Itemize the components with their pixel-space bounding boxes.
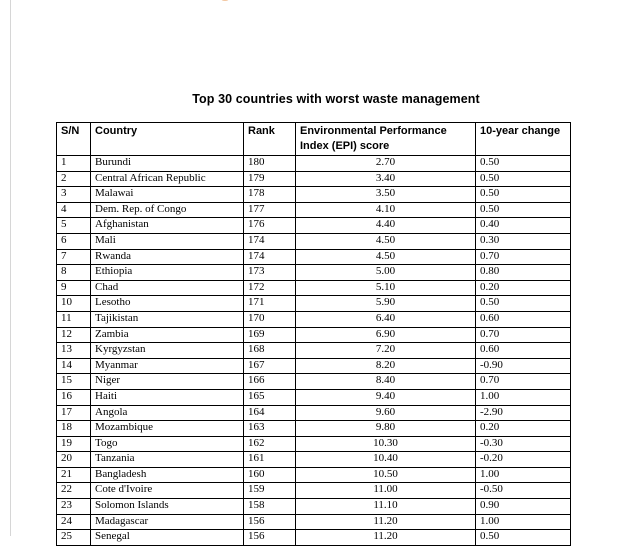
table-row: [57, 327, 571, 343]
cell-country: Lesotho: [91, 296, 244, 312]
cell-sn: 14: [57, 358, 91, 374]
cell-epi-score: 2.70: [296, 156, 476, 172]
cell-rank: 160: [244, 467, 296, 483]
header-country: Country: [91, 123, 244, 156]
cell-country: Dem. Rep. of Congo: [91, 202, 244, 218]
cell-rank: 156: [244, 530, 296, 546]
table-row: [57, 202, 571, 218]
cell-epi-score: 9.40: [296, 389, 476, 405]
cell-epi-score: 4.50: [296, 249, 476, 265]
cell-epi-score: 5.10: [296, 280, 476, 296]
cell-sn: 20: [57, 452, 91, 468]
cell-ten-year-change: 0.60: [476, 343, 571, 359]
cell-ten-year-change: -0.20: [476, 452, 571, 468]
cell-rank: 174: [244, 249, 296, 265]
cell-country: Niger: [91, 374, 244, 390]
cell-ten-year-change: 0.50: [476, 530, 571, 546]
cell-epi-score: 10.30: [296, 436, 476, 452]
cell-epi-score: 11.00: [296, 483, 476, 499]
table-row: [57, 218, 571, 234]
cell-country: Senegal: [91, 530, 244, 546]
cell-sn: 12: [57, 327, 91, 343]
cell-sn: 1: [57, 156, 91, 172]
cell-sn: 7: [57, 249, 91, 265]
table-title: Top 30 countries with worst waste management: [192, 92, 480, 106]
cell-rank: 172: [244, 280, 296, 296]
cell-epi-score: 3.40: [296, 171, 476, 187]
table-row: [57, 389, 571, 405]
cell-sn: 13: [57, 343, 91, 359]
cell-rank: 163: [244, 421, 296, 437]
cell-country: Central African Republic: [91, 171, 244, 187]
cell-sn: 19: [57, 436, 91, 452]
cell-sn: 25: [57, 530, 91, 546]
cell-epi-score: 6.40: [296, 311, 476, 327]
cell-epi-score: 5.90: [296, 296, 476, 312]
table-row: [57, 171, 571, 187]
header-epi-score: Environmental Performance Index (EPI) score: [296, 123, 476, 156]
table-row: [57, 296, 571, 312]
cell-rank: 179: [244, 171, 296, 187]
waste-management-table: [56, 122, 571, 546]
cell-ten-year-change: 0.50: [476, 187, 571, 203]
cell-country: Malawai: [91, 187, 244, 203]
cell-country: Tajikistan: [91, 311, 244, 327]
table-row: [57, 405, 571, 421]
cell-rank: 174: [244, 233, 296, 249]
cell-sn: 24: [57, 514, 91, 530]
table-row: [57, 514, 571, 530]
table-row: [57, 187, 571, 203]
header-rank: Rank: [244, 123, 296, 156]
cell-epi-score: 8.20: [296, 358, 476, 374]
cell-sn: 10: [57, 296, 91, 312]
table-row: [57, 343, 571, 359]
cell-epi-score: 4.50: [296, 233, 476, 249]
cell-ten-year-change: -0.90: [476, 358, 571, 374]
cell-ten-year-change: 0.20: [476, 421, 571, 437]
table-row: [57, 467, 571, 483]
cell-country: Cote d'Ivoire: [91, 483, 244, 499]
cell-rank: 159: [244, 483, 296, 499]
cell-country: Chad: [91, 280, 244, 296]
header-ten-year-change: 10-year change: [476, 123, 571, 156]
cell-ten-year-change: 0.70: [476, 374, 571, 390]
cell-sn: 21: [57, 467, 91, 483]
cell-country: Kyrgyzstan: [91, 343, 244, 359]
cell-ten-year-change: 0.30: [476, 233, 571, 249]
cell-epi-score: 11.20: [296, 514, 476, 530]
cell-ten-year-change: 0.50: [476, 171, 571, 187]
cell-rank: 168: [244, 343, 296, 359]
cell-epi-score: 10.40: [296, 452, 476, 468]
cell-sn: 11: [57, 311, 91, 327]
table-row: [57, 233, 571, 249]
table-row: [57, 483, 571, 499]
cell-rank: 180: [244, 156, 296, 172]
cell-country: Burundi: [91, 156, 244, 172]
cell-ten-year-change: 0.40: [476, 218, 571, 234]
cell-country: Myanmar: [91, 358, 244, 374]
cell-country: Togo: [91, 436, 244, 452]
cell-ten-year-change: 1.00: [476, 389, 571, 405]
table-row: [57, 421, 571, 437]
cell-epi-score: 3.50: [296, 187, 476, 203]
table-header-row: [57, 123, 571, 156]
cell-sn: 3: [57, 187, 91, 203]
cell-ten-year-change: -0.50: [476, 483, 571, 499]
cell-country: Angola: [91, 405, 244, 421]
cell-epi-score: 9.80: [296, 421, 476, 437]
cell-rank: 161: [244, 452, 296, 468]
cell-rank: 167: [244, 358, 296, 374]
cell-country: Mozambique: [91, 421, 244, 437]
cell-country: Tanzania: [91, 452, 244, 468]
cell-ten-year-change: 1.00: [476, 467, 571, 483]
cell-country: Haiti: [91, 389, 244, 405]
cell-ten-year-change: 0.60: [476, 311, 571, 327]
cell-ten-year-change: 0.70: [476, 327, 571, 343]
cell-ten-year-change: -0.30: [476, 436, 571, 452]
cell-country: Mali: [91, 233, 244, 249]
table-row: [57, 530, 571, 546]
cell-epi-score: 5.00: [296, 265, 476, 281]
cell-rank: 173: [244, 265, 296, 281]
cell-rank: 178: [244, 187, 296, 203]
table-row: [57, 156, 571, 172]
cell-sn: 6: [57, 233, 91, 249]
cell-epi-score: 4.40: [296, 218, 476, 234]
cell-ten-year-change: 0.90: [476, 499, 571, 515]
cell-sn: 4: [57, 202, 91, 218]
table-row: [57, 452, 571, 468]
cell-epi-score: 4.10: [296, 202, 476, 218]
cell-rank: 162: [244, 436, 296, 452]
cell-country: Madagascar: [91, 514, 244, 530]
cell-sn: 9: [57, 280, 91, 296]
page-top-mark: [221, 0, 229, 1]
cell-country: Solomon Islands: [91, 499, 244, 515]
cell-sn: 8: [57, 265, 91, 281]
cell-rank: 176: [244, 218, 296, 234]
cell-sn: 23: [57, 499, 91, 515]
table-body: [57, 156, 571, 546]
cell-country: Ethiopia: [91, 265, 244, 281]
cell-rank: 156: [244, 514, 296, 530]
cell-ten-year-change: 0.50: [476, 202, 571, 218]
cell-sn: 18: [57, 421, 91, 437]
cell-ten-year-change: 1.00: [476, 514, 571, 530]
cell-sn: 2: [57, 171, 91, 187]
cell-sn: 17: [57, 405, 91, 421]
cell-ten-year-change: 0.20: [476, 280, 571, 296]
cell-rank: 158: [244, 499, 296, 515]
header-sn: S/N: [57, 123, 91, 156]
cell-sn: 16: [57, 389, 91, 405]
cell-ten-year-change: 0.50: [476, 156, 571, 172]
cell-epi-score: 11.20: [296, 530, 476, 546]
cell-epi-score: 6.90: [296, 327, 476, 343]
cell-country: Zambia: [91, 327, 244, 343]
cell-sn: 15: [57, 374, 91, 390]
cell-rank: 164: [244, 405, 296, 421]
cell-ten-year-change: -2.90: [476, 405, 571, 421]
table-row: [57, 311, 571, 327]
cell-country: Rwanda: [91, 249, 244, 265]
cell-country: Bangladesh: [91, 467, 244, 483]
table-row: [57, 358, 571, 374]
cell-ten-year-change: 0.70: [476, 249, 571, 265]
cell-sn: 5: [57, 218, 91, 234]
cell-epi-score: 11.10: [296, 499, 476, 515]
table-row: [57, 374, 571, 390]
table-row: [57, 436, 571, 452]
cell-epi-score: 10.50: [296, 467, 476, 483]
cell-epi-score: 8.40: [296, 374, 476, 390]
cell-rank: 170: [244, 311, 296, 327]
cell-rank: 177: [244, 202, 296, 218]
table-row: [57, 499, 571, 515]
cell-epi-score: 7.20: [296, 343, 476, 359]
cell-ten-year-change: 0.50: [476, 296, 571, 312]
cell-sn: 22: [57, 483, 91, 499]
table-row: [57, 265, 571, 281]
cell-rank: 166: [244, 374, 296, 390]
cell-rank: 165: [244, 389, 296, 405]
cell-ten-year-change: 0.80: [476, 265, 571, 281]
table-row: [57, 249, 571, 265]
cell-epi-score: 9.60: [296, 405, 476, 421]
cell-rank: 169: [244, 327, 296, 343]
cell-rank: 171: [244, 296, 296, 312]
cell-country: Afghanistan: [91, 218, 244, 234]
table-row: [57, 280, 571, 296]
